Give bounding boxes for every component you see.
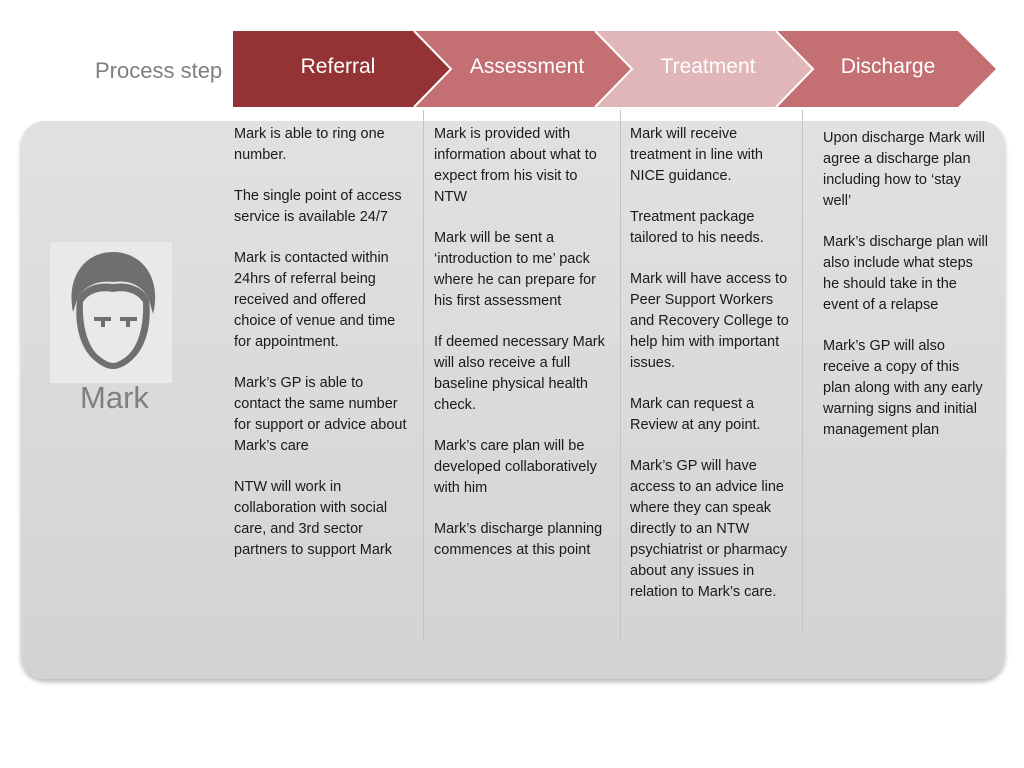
person-face-icon <box>50 242 172 383</box>
assessment-text: Mark’s care plan will be developed collaboratively with him <box>434 438 597 496</box>
assessment-text: Mark’s discharge planning commences at this point <box>434 521 603 558</box>
treatment-column <box>630 124 792 623</box>
assessment-text: If deemed necessary Mark will also receive a full baseline physical health check. <box>434 334 605 413</box>
treatment-text: Mark will have access to Peer Support Workers and Recovery College to help him with important issues. <box>630 271 789 371</box>
step-label-referral: Referral <box>300 55 376 78</box>
avatar <box>50 242 172 383</box>
referral-text: Mark is contacted within 24hrs of referral being received and offered choice of venue and time for appointment. <box>234 250 396 350</box>
treatment-text: Mark’s GP will have access to an advice line where they can speak directly to an NTW psychiatrist or pharmacy about any issues in relation to Mark’s care. <box>630 458 788 600</box>
assessment-text: Mark will be sent a ‘introduction to me’ pack where he can prepare for his first assessment <box>434 230 597 309</box>
process-step-label: Process step <box>95 58 223 83</box>
referral-text: The single point of access service is available 24/7 <box>234 188 402 225</box>
assessment-text: Mark is provided with information about what to expect from his visit to NTW <box>434 126 597 205</box>
discharge-text: Mark’s discharge plan will also include what steps he should take in the event of a relapse <box>823 234 988 313</box>
treatment-text: Mark can request a Review at any point. <box>630 396 761 433</box>
step-label-assessment: Assessment <box>469 55 585 78</box>
referral-text: Mark is able to ring one number. <box>234 126 385 163</box>
referral-column <box>234 124 410 581</box>
column-separator <box>802 110 803 635</box>
step-label-treatment: Treatment <box>660 55 756 78</box>
persona-name: Mark <box>80 380 149 415</box>
discharge-text: Upon discharge Mark will agree a discharge plan including how to ‘stay well’ <box>823 130 985 209</box>
referral-text: NTW will work in collaboration with social care, and 3rd sector partners to support Mark <box>234 479 392 558</box>
treatment-text: Treatment package tailored to his needs. <box>630 209 764 246</box>
assessment-column <box>434 124 606 581</box>
column-separator <box>620 110 621 640</box>
discharge-column <box>823 128 989 461</box>
step-label-discharge: Discharge <box>840 55 936 78</box>
treatment-text: Mark will receive treatment in line with NICE guidance. <box>630 126 763 184</box>
referral-text: Mark’s GP is able to contact the same number for support or advice about Mark’s care <box>234 375 407 454</box>
discharge-text: Mark’s GP will also receive a copy of this plan along with any early warning signs and initial management plan <box>823 338 983 438</box>
column-separator <box>423 110 424 640</box>
